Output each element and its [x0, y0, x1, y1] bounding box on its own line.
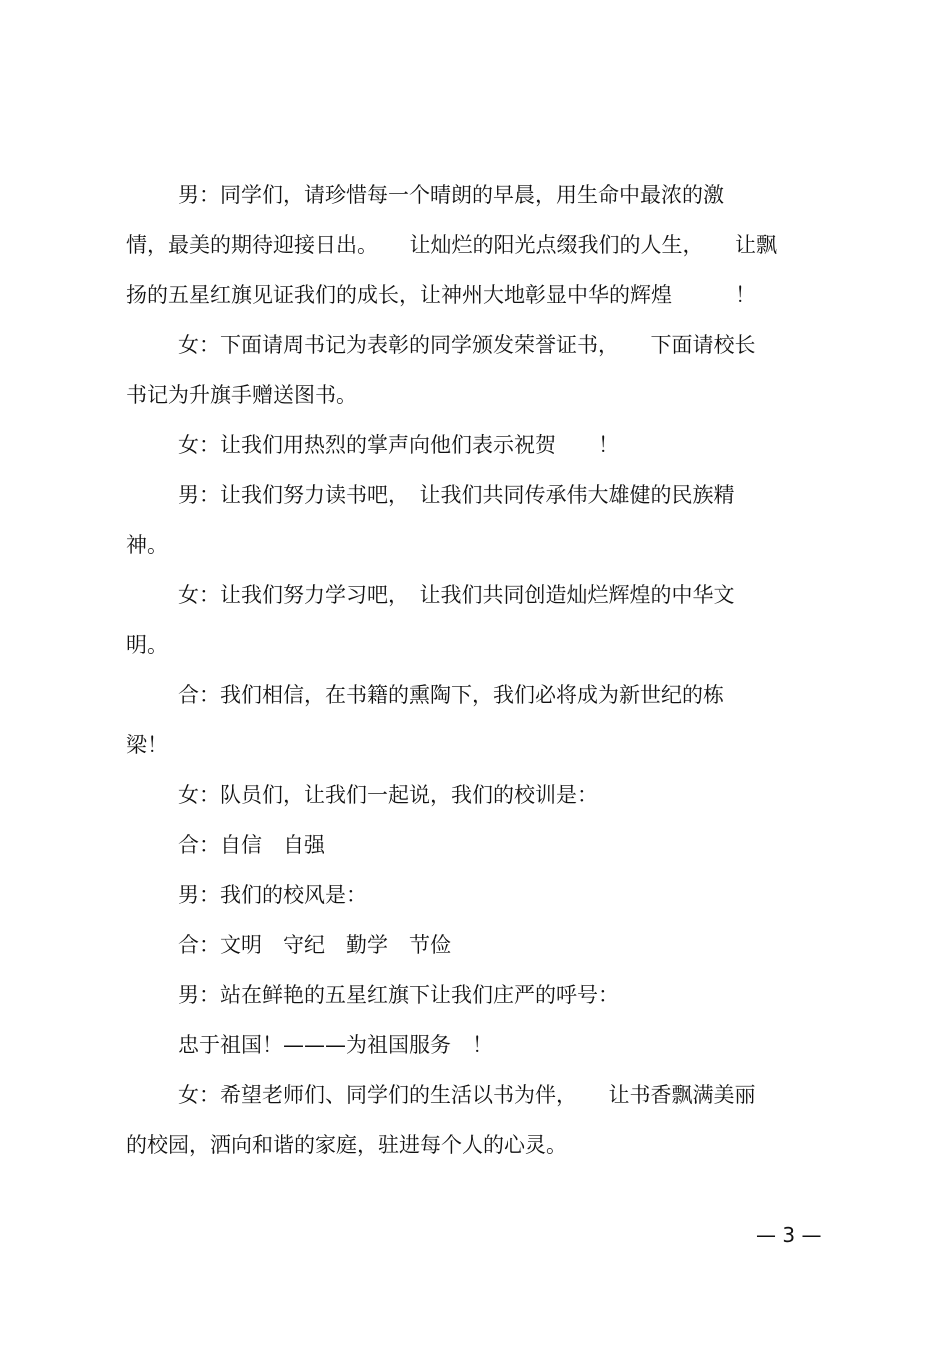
text-line-4: 女：下面请周书记为表彰的同学颁发荣誉证书， 下面请校长: [178, 333, 756, 357]
text-line-16: 合：文明 守纪 勤学 节俭: [178, 933, 451, 957]
text-line-6: 女：让我们用热烈的掌声向他们表示祝贺 ！: [178, 433, 619, 457]
text-line-17: 男：站在鲜艳的五星红旗下让我们庄严的呼号：: [178, 983, 619, 1007]
text-line-7: 男：让我们努力读书吧， 让我们共同传承伟大雄健的民族精: [178, 483, 735, 507]
page-number: — 3 —: [756, 1223, 822, 1247]
text-line-1: 男：同学们，请珍惜每一个晴朗的早晨，用生命中最浓的激: [178, 183, 724, 207]
text-line-2: 情，最美的期待迎接日出。 让灿烂的阳光点缀我们的人生， 让飘: [126, 233, 777, 257]
text-line-11: 合：我们相信，在书籍的熏陶下，我们必将成为新世纪的栋: [178, 683, 724, 707]
text-line-13: 女：队员们，让我们一起说，我们的校训是：: [178, 783, 598, 807]
text-line-15: 男：我们的校风是：: [178, 883, 367, 907]
text-line-12: 梁！: [126, 733, 168, 757]
text-line-14: 合：自信 自强: [178, 833, 325, 857]
text-line-5: 书记为升旗手赠送图书。: [126, 383, 357, 407]
text-line-10: 明。: [126, 633, 168, 657]
text-line-9: 女：让我们努力学习吧， 让我们共同创造灿烂辉煌的中华文: [178, 583, 735, 607]
text-line-18: 忠于祖国！———为祖国服务 ！: [178, 1033, 493, 1057]
text-line-8: 神。: [126, 533, 168, 557]
text-line-20: 的校园，洒向和谐的家庭，驻进每个人的心灵。: [126, 1133, 567, 1157]
text-line-3: 扬的五星红旗见证我们的成长，让神州大地彰显中华的辉煌 ！: [126, 283, 756, 307]
text-line-19: 女：希望老师们、同学们的生活以书为伴， 让书香飘满美丽: [178, 1083, 756, 1107]
